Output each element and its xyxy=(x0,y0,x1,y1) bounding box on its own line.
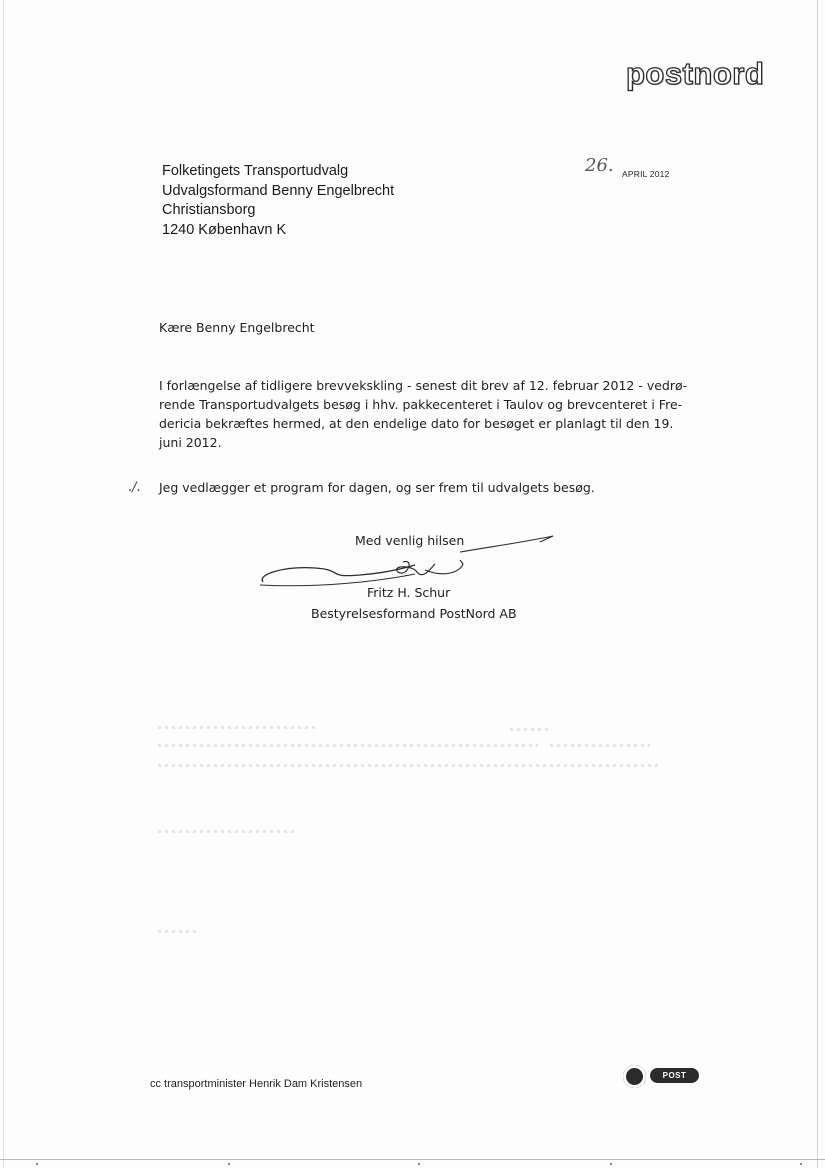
page-bottom-rule xyxy=(0,1159,825,1160)
signer-title: Bestyrelsesformand PostNord AB xyxy=(311,606,517,621)
post-horn-emblem-icon xyxy=(623,1065,646,1088)
enclosure-mark: ./. xyxy=(128,480,141,495)
scan-mark xyxy=(800,1163,802,1165)
scan-mark xyxy=(228,1163,230,1165)
handwritten-date-day: 26. xyxy=(585,155,614,176)
postnord-logo: postnord xyxy=(626,56,765,91)
faint-show-through-text xyxy=(150,720,670,950)
page-edge-left xyxy=(3,0,4,1168)
paragraph-line: juni 2012. xyxy=(159,435,222,450)
paragraph-line: rende Transportudvalgets besøg i hhv. pakkecenteret i Taulov og brevcenteret i Fre- xyxy=(159,397,683,412)
paragraph-line: I forlængelse af tidligere brevvekskling - senest dit brev af 12. februar 2012 - vedrø- xyxy=(159,378,688,393)
post-logo: POST xyxy=(650,1068,699,1083)
recipient-line: Udvalgsformand Benny Engelbrecht xyxy=(162,182,395,199)
salutation: Kære Benny Engelbrecht xyxy=(159,320,315,335)
scan-mark xyxy=(418,1163,420,1165)
recipient-line: Folketingets Transportudvalg xyxy=(162,163,349,179)
enclosure-text: Jeg vedlægger et program for dagen, og ser frem til udvalgets besøg. xyxy=(159,480,595,495)
closing-greeting: Med venlig hilsen xyxy=(355,533,465,548)
body-paragraph xyxy=(159,376,688,452)
date-month-year: APRIL 2012 xyxy=(622,169,670,179)
paragraph-line: dericia bekræftes hermed, at den endelige dato for besøget er planlagt til den 19. xyxy=(159,416,674,431)
cc-line: cc transportminister Henrik Dam Kristensen xyxy=(150,1078,363,1090)
recipient-line: 1240 København K xyxy=(162,221,287,238)
scan-mark xyxy=(610,1163,612,1165)
recipient-line: Christiansborg xyxy=(162,202,256,218)
scan-mark xyxy=(36,1163,38,1165)
recipient-address xyxy=(162,162,394,240)
signer-name: Fritz H. Schur xyxy=(367,585,451,600)
page-edge-right xyxy=(817,0,818,1168)
